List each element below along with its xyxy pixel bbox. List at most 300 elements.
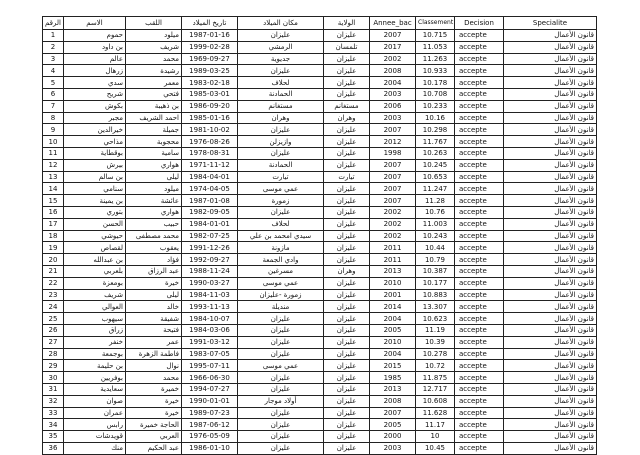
cell-annee-bac: 1985 <box>370 372 416 384</box>
cell-date-naissance: 1976-08-26 <box>182 136 238 148</box>
table-row <box>43 77 597 89</box>
cell-annee-bac: 2007 <box>370 183 416 195</box>
cell-wilaya: عليزان <box>324 147 370 159</box>
table-row <box>43 159 597 171</box>
cell-classement: 10 <box>416 431 455 443</box>
cell-specialite: قانون الأعمال <box>504 124 597 136</box>
cell-classement: 11.053 <box>416 41 455 53</box>
cell-nom: عالم <box>64 53 126 65</box>
cell-prenom: ميلود <box>126 30 182 42</box>
cell-annee-bac: 2010 <box>370 277 416 289</box>
cell-lieu-naissance: عليزان <box>238 348 324 360</box>
cell-decision: accepte <box>455 289 504 301</box>
cell-date-naissance: 1987-06-12 <box>182 419 238 431</box>
cell-lieu-naissance: عليزان <box>238 372 324 384</box>
cell-lieu-naissance: الحمادنة <box>238 88 324 100</box>
cell-classement: 10.178 <box>416 77 455 89</box>
cell-date-naissance: 1989-07-23 <box>182 407 238 419</box>
cell-date-naissance: 1966-06-30 <box>182 372 238 384</box>
table-row <box>43 254 597 266</box>
cell-nom: حموم <box>64 30 126 42</box>
cell-num: 7 <box>43 100 64 112</box>
cell-decision: accepte <box>455 124 504 136</box>
cell-num: 5 <box>43 77 64 89</box>
cell-wilaya: عليزان <box>324 360 370 372</box>
cell-num: 24 <box>43 301 64 313</box>
cell-annee-bac: 2008 <box>370 65 416 77</box>
cell-specialite: قانون الأعمال <box>504 431 597 443</box>
cell-decision: accepte <box>455 136 504 148</box>
cell-lieu-naissance: زمورة <box>238 195 324 207</box>
cell-lieu-naissance: عليزان <box>238 124 324 136</box>
cell-classement: 11.875 <box>416 372 455 384</box>
cell-classement: 10.278 <box>416 348 455 360</box>
cell-wilaya: عليزان <box>324 53 370 65</box>
cell-decision: accepte <box>455 30 504 42</box>
table-row <box>43 301 597 313</box>
table-row <box>43 372 597 384</box>
cell-num: 4 <box>43 65 64 77</box>
cell-num: 18 <box>43 230 64 242</box>
header-lieu-naissance: مكان الميلاد <box>238 17 324 30</box>
cell-decision: accepte <box>455 442 504 454</box>
cell-num: 19 <box>43 242 64 254</box>
cell-lieu-naissance: عليزان <box>238 313 324 325</box>
table-row <box>43 88 597 100</box>
cell-num: 27 <box>43 336 64 348</box>
cell-prenom: محمد مصطفى <box>126 230 182 242</box>
cell-specialite: قانون الأعمال <box>504 112 597 124</box>
cell-classement: 10.39 <box>416 336 455 348</box>
cell-date-naissance: 1990-01-01 <box>182 395 238 407</box>
cell-nom: بوقطاية <box>64 147 126 159</box>
cell-prenom: محجوبة <box>126 136 182 148</box>
cell-num: 2 <box>43 41 64 53</box>
cell-num: 30 <box>43 372 64 384</box>
cell-date-naissance: 1992-09-27 <box>182 254 238 266</box>
cell-wilaya: عليزان <box>324 30 370 42</box>
cell-prenom: ليلى <box>126 289 182 301</box>
cell-lieu-naissance: مستغانم <box>238 100 324 112</box>
cell-nom: شريح <box>64 88 126 100</box>
cell-classement: 11.28 <box>416 195 455 207</box>
cell-lieu-naissance: عليزان <box>238 442 324 454</box>
cell-wilaya: وهران <box>324 265 370 277</box>
cell-date-naissance: 1987-01-08 <box>182 195 238 207</box>
cell-lieu-naissance: عليزان <box>238 407 324 419</box>
cell-lieu-naissance: عليزان <box>238 324 324 336</box>
cell-nom: بن يمينة <box>64 195 126 207</box>
cell-annee-bac: 2014 <box>370 301 416 313</box>
cell-annee-bac: 2012 <box>370 136 416 148</box>
cell-num: 11 <box>43 147 64 159</box>
cell-decision: accepte <box>455 383 504 395</box>
table-row <box>43 206 597 218</box>
cell-date-naissance: 1969-09-27 <box>182 53 238 65</box>
cell-specialite: قانون الأعمال <box>504 301 597 313</box>
cell-specialite: قانون الأعمال <box>504 218 597 230</box>
cell-prenom: خيرة <box>126 277 182 289</box>
cell-classement: 10.45 <box>416 442 455 454</box>
cell-date-naissance: 1991-03-12 <box>182 336 238 348</box>
cell-lieu-naissance: وازيزلن <box>238 136 324 148</box>
table-row <box>43 218 597 230</box>
cell-classement: 12.717 <box>416 383 455 395</box>
cell-date-naissance: 1986-09-20 <box>182 100 238 112</box>
cell-nom: سعايدية <box>64 383 126 395</box>
cell-classement: 10.243 <box>416 230 455 242</box>
cell-decision: accepte <box>455 348 504 360</box>
cell-date-naissance: 1978-08-31 <box>182 147 238 159</box>
cell-classement: 11.767 <box>416 136 455 148</box>
cell-lieu-naissance: عليزان <box>238 65 324 77</box>
cell-num: 21 <box>43 265 64 277</box>
cell-wilaya: عليزان <box>324 254 370 266</box>
cell-decision: accepte <box>455 313 504 325</box>
cell-prenom: خيرة <box>126 395 182 407</box>
cell-prenom: محمد <box>126 53 182 65</box>
cell-prenom: معمر <box>126 77 182 89</box>
cell-nom: سيهوب <box>64 313 126 325</box>
cell-prenom: رشيدة <box>126 65 182 77</box>
cell-wilaya: عليزان <box>324 242 370 254</box>
cell-num: 9 <box>43 124 64 136</box>
cell-wilaya: عليزان <box>324 65 370 77</box>
cell-lieu-naissance: أولاد موجار <box>238 395 324 407</box>
cell-date-naissance: 1971-11-12 <box>182 159 238 171</box>
cell-date-naissance: 1987-01-16 <box>182 30 238 42</box>
table-row <box>43 419 597 431</box>
cell-decision: accepte <box>455 159 504 171</box>
cell-prenom: ليلى <box>126 171 182 183</box>
table-body <box>43 30 597 455</box>
cell-num: 32 <box>43 395 64 407</box>
cell-prenom: خيرة <box>126 407 182 419</box>
cell-prenom: ميلود <box>126 183 182 195</box>
cell-date-naissance: 1984-01-01 <box>182 218 238 230</box>
cell-classement: 10.715 <box>416 30 455 42</box>
cell-nom: بيرش <box>64 159 126 171</box>
cell-decision: accepte <box>455 65 504 77</box>
cell-num: 1 <box>43 30 64 42</box>
cell-classement: 10.387 <box>416 265 455 277</box>
cell-num: 17 <box>43 218 64 230</box>
cell-wilaya: عليزان <box>324 348 370 360</box>
cell-num: 14 <box>43 183 64 195</box>
cell-lieu-naissance: عليزان <box>238 431 324 443</box>
table-row <box>43 100 597 112</box>
header-wilaya: الولاية <box>324 17 370 30</box>
cell-prenom: سامية <box>126 147 182 159</box>
cell-date-naissance: 1982-09-05 <box>182 206 238 218</box>
header-annee-bac: Annee_bac <box>370 17 416 30</box>
cell-date-naissance: 1984-10-07 <box>182 313 238 325</box>
table-row <box>43 265 597 277</box>
cell-decision: accepte <box>455 230 504 242</box>
cell-wilaya: عليزان <box>324 442 370 454</box>
cell-decision: accepte <box>455 88 504 100</box>
cell-nom: بكوش <box>64 100 126 112</box>
cell-specialite: قانون الأعمال <box>504 313 597 325</box>
cell-prenom: بن ذهيبة <box>126 100 182 112</box>
cell-wilaya: عليزان <box>324 419 370 431</box>
cell-decision: accepte <box>455 77 504 89</box>
cell-prenom: هواري <box>126 206 182 218</box>
cell-annee-bac: 2003 <box>370 88 416 100</box>
cell-prenom: خميرة <box>126 383 182 395</box>
cell-num: 28 <box>43 348 64 360</box>
cell-annee-bac: 2000 <box>370 431 416 443</box>
cell-lieu-naissance: سيدي امحمد بن علي <box>238 230 324 242</box>
cell-classement: 10.76 <box>416 206 455 218</box>
cell-specialite: قانون الأعمال <box>504 65 597 77</box>
cell-num: 12 <box>43 159 64 171</box>
cell-annee-bac: 2015 <box>370 360 416 372</box>
cell-specialite: قانون الأعمال <box>504 88 597 100</box>
cell-annee-bac: 2011 <box>370 242 416 254</box>
cell-prenom: شريف <box>126 41 182 53</box>
cell-classement: 10.298 <box>416 124 455 136</box>
cell-num: 31 <box>43 383 64 395</box>
cell-classement: 11.263 <box>416 53 455 65</box>
cell-wilaya: عليزان <box>324 218 370 230</box>
cell-specialite: قانون الأعمال <box>504 242 597 254</box>
cell-wilaya: عليزان <box>324 407 370 419</box>
cell-specialite: قانون الأعمال <box>504 195 597 207</box>
cell-date-naissance: 1985-01-16 <box>182 112 238 124</box>
cell-decision: accepte <box>455 407 504 419</box>
cell-classement: 10.933 <box>416 65 455 77</box>
cell-classement: 10.16 <box>416 112 455 124</box>
table-row <box>43 41 597 53</box>
table-row <box>43 124 597 136</box>
cell-date-naissance: 1976-05-09 <box>182 431 238 443</box>
cell-num: 35 <box>43 431 64 443</box>
cell-decision: accepte <box>455 336 504 348</box>
cell-lieu-naissance: مسرغين <box>238 265 324 277</box>
cell-annee-bac: 2010 <box>370 336 416 348</box>
table-row <box>43 395 597 407</box>
cell-annee-bac: 2017 <box>370 41 416 53</box>
cell-specialite: قانون الأعمال <box>504 419 597 431</box>
cell-lieu-naissance: لحلاف <box>238 218 324 230</box>
cell-date-naissance: 1989-03-25 <box>182 65 238 77</box>
cell-num: 20 <box>43 254 64 266</box>
cell-lieu-naissance: جديوية <box>238 53 324 65</box>
cell-decision: accepte <box>455 171 504 183</box>
cell-wilaya: عليزان <box>324 206 370 218</box>
cell-annee-bac: 2013 <box>370 265 416 277</box>
cell-date-naissance: 1999-02-28 <box>182 41 238 53</box>
cell-lieu-naissance: الحمادنة <box>238 159 324 171</box>
cell-classement: 10.653 <box>416 171 455 183</box>
cell-classement: 11.003 <box>416 218 455 230</box>
table-row <box>43 442 597 454</box>
cell-annee-bac: 2002 <box>370 230 416 242</box>
cell-nom: مذاحي <box>64 136 126 148</box>
cell-specialite: قانون الأعمال <box>504 183 597 195</box>
cell-nom: بومعزة <box>64 277 126 289</box>
table-row <box>43 136 597 148</box>
cell-specialite: قانون الأعمال <box>504 136 597 148</box>
cell-wilaya: عليزان <box>324 313 370 325</box>
cell-num: 16 <box>43 206 64 218</box>
cell-lieu-naissance: مازونة <box>238 242 324 254</box>
cell-num: 25 <box>43 313 64 325</box>
cell-date-naissance: 1983-02-18 <box>182 77 238 89</box>
cell-date-naissance: 1981-10-02 <box>182 124 238 136</box>
cell-annee-bac: 2002 <box>370 218 416 230</box>
cell-classement: 10.72 <box>416 360 455 372</box>
cell-prenom: خالد <box>126 301 182 313</box>
cell-classement: 10.623 <box>416 313 455 325</box>
cell-decision: accepte <box>455 41 504 53</box>
cell-lieu-naissance: عليزان <box>238 30 324 42</box>
cell-annee-bac: 2013 <box>370 383 416 395</box>
cell-date-naissance: 1993-11-13 <box>182 301 238 313</box>
cell-prenom: فتيحة <box>126 324 182 336</box>
cell-nom: بن سالم <box>64 171 126 183</box>
cell-decision: accepte <box>455 265 504 277</box>
cell-annee-bac: 2007 <box>370 30 416 42</box>
cell-lieu-naissance: زمورة -عليزان <box>238 289 324 301</box>
cell-specialite: قانون الأعمال <box>504 265 597 277</box>
table-row <box>43 230 597 242</box>
cell-lieu-naissance: تيارت <box>238 171 324 183</box>
cell-num: 22 <box>43 277 64 289</box>
cell-classement: 11.628 <box>416 407 455 419</box>
cell-date-naissance: 1984-04-01 <box>182 171 238 183</box>
cell-prenom: جميلة <box>126 124 182 136</box>
cell-classement: 10.44 <box>416 242 455 254</box>
cell-specialite: قانون الأعمال <box>504 395 597 407</box>
cell-decision: accepte <box>455 112 504 124</box>
cell-specialite: قانون الأعمال <box>504 171 597 183</box>
cell-wilaya: عليزان <box>324 324 370 336</box>
cell-specialite: قانون الأعمال <box>504 206 597 218</box>
cell-decision: accepte <box>455 195 504 207</box>
cell-lieu-naissance: وهران <box>238 112 324 124</box>
cell-num: 8 <box>43 112 64 124</box>
cell-specialite: قانون الأعمال <box>504 230 597 242</box>
cell-wilaya: عليزان <box>324 372 370 384</box>
cell-classement: 11.247 <box>416 183 455 195</box>
cell-annee-bac: 2007 <box>370 171 416 183</box>
cell-date-naissance: 1988-11-24 <box>182 265 238 277</box>
cell-prenom: عمر <box>126 336 182 348</box>
table-row <box>43 112 597 124</box>
cell-decision: accepte <box>455 218 504 230</box>
table-row <box>43 195 597 207</box>
cell-prenom: احمد الشريف <box>126 112 182 124</box>
cell-prenom: محمد <box>126 372 182 384</box>
cell-decision: accepte <box>455 254 504 266</box>
cell-wilaya: عليزان <box>324 383 370 395</box>
cell-specialite: قانون الأعمال <box>504 348 597 360</box>
cell-num: 3 <box>43 53 64 65</box>
cell-nom: بن داود <box>64 41 126 53</box>
cell-specialite: قانون الأعمال <box>504 159 597 171</box>
cell-specialite: قانون الأعمال <box>504 289 597 301</box>
cell-nom: شريف <box>64 289 126 301</box>
cell-date-naissance: 1985-03-01 <box>182 88 238 100</box>
cell-specialite: قانون الأعمال <box>504 77 597 89</box>
table-row <box>43 147 597 159</box>
cell-date-naissance: 1982-07-25 <box>182 230 238 242</box>
cell-lieu-naissance: عمي موسى <box>238 360 324 372</box>
cell-prenom: شفيقة <box>126 313 182 325</box>
cell-nom: صوان <box>64 395 126 407</box>
cell-nom: قويدشات <box>64 431 126 443</box>
table-row <box>43 313 597 325</box>
cell-prenom: هواري <box>126 159 182 171</box>
cell-date-naissance: 1983-07-05 <box>182 348 238 360</box>
cell-wilaya: عليزان <box>324 183 370 195</box>
cell-wilaya: عليزان <box>324 159 370 171</box>
cell-classement: 10.708 <box>416 88 455 100</box>
cell-annee-bac: 2007 <box>370 195 416 207</box>
cell-decision: accepte <box>455 277 504 289</box>
cell-decision: accepte <box>455 431 504 443</box>
cell-num: 33 <box>43 407 64 419</box>
cell-wilaya: عليزان <box>324 301 370 313</box>
cell-specialite: قانون الأعمال <box>504 277 597 289</box>
cell-annee-bac: 2004 <box>370 348 416 360</box>
cell-lieu-naissance: عليزان <box>238 206 324 218</box>
cell-nom: بلعربي <box>64 265 126 277</box>
header-row <box>43 17 597 30</box>
cell-decision: accepte <box>455 360 504 372</box>
cell-decision: accepte <box>455 395 504 407</box>
cell-wilaya: وهران <box>324 112 370 124</box>
cell-num: 13 <box>43 171 64 183</box>
cell-nom: منك <box>64 442 126 454</box>
cell-date-naissance: 1994-07-27 <box>182 383 238 395</box>
cell-decision: accepte <box>455 183 504 195</box>
cell-wilaya: مستغانم <box>324 100 370 112</box>
cell-date-naissance: 1990-03-27 <box>182 277 238 289</box>
cell-specialite: قانون الأعمال <box>504 41 597 53</box>
cell-specialite: قانون الأعمال <box>504 360 597 372</box>
cell-nom: خنفر <box>64 336 126 348</box>
table-row <box>43 348 597 360</box>
cell-prenom: فؤاد <box>126 254 182 266</box>
cell-decision: accepte <box>455 147 504 159</box>
cell-classement: 13.307 <box>416 301 455 313</box>
cell-lieu-naissance: عليزان <box>238 147 324 159</box>
cell-classement: 10.79 <box>416 254 455 266</box>
table-row <box>43 171 597 183</box>
cell-prenom: فاطمة الزهرة <box>126 348 182 360</box>
cell-lieu-naissance: عليزان <box>238 336 324 348</box>
cell-prenom: عائشة <box>126 195 182 207</box>
cell-specialite: قانون الأعمال <box>504 336 597 348</box>
cell-specialite: قانون الأعمال <box>504 147 597 159</box>
cell-lieu-naissance: وادي الجمعة <box>238 254 324 266</box>
cell-annee-bac: 2008 <box>370 395 416 407</box>
cell-prenom: حبيب <box>126 218 182 230</box>
cell-decision: accepte <box>455 206 504 218</box>
cell-nom: العوالي <box>64 301 126 313</box>
cell-lieu-naissance: منديلة <box>238 301 324 313</box>
cell-num: 10 <box>43 136 64 148</box>
cell-nom: لقصاص <box>64 242 126 254</box>
cell-classement: 10.245 <box>416 159 455 171</box>
cell-decision: accepte <box>455 301 504 313</box>
cell-num: 34 <box>43 419 64 431</box>
cell-wilaya: عليزان <box>324 336 370 348</box>
header-num: الرقم <box>43 17 64 30</box>
